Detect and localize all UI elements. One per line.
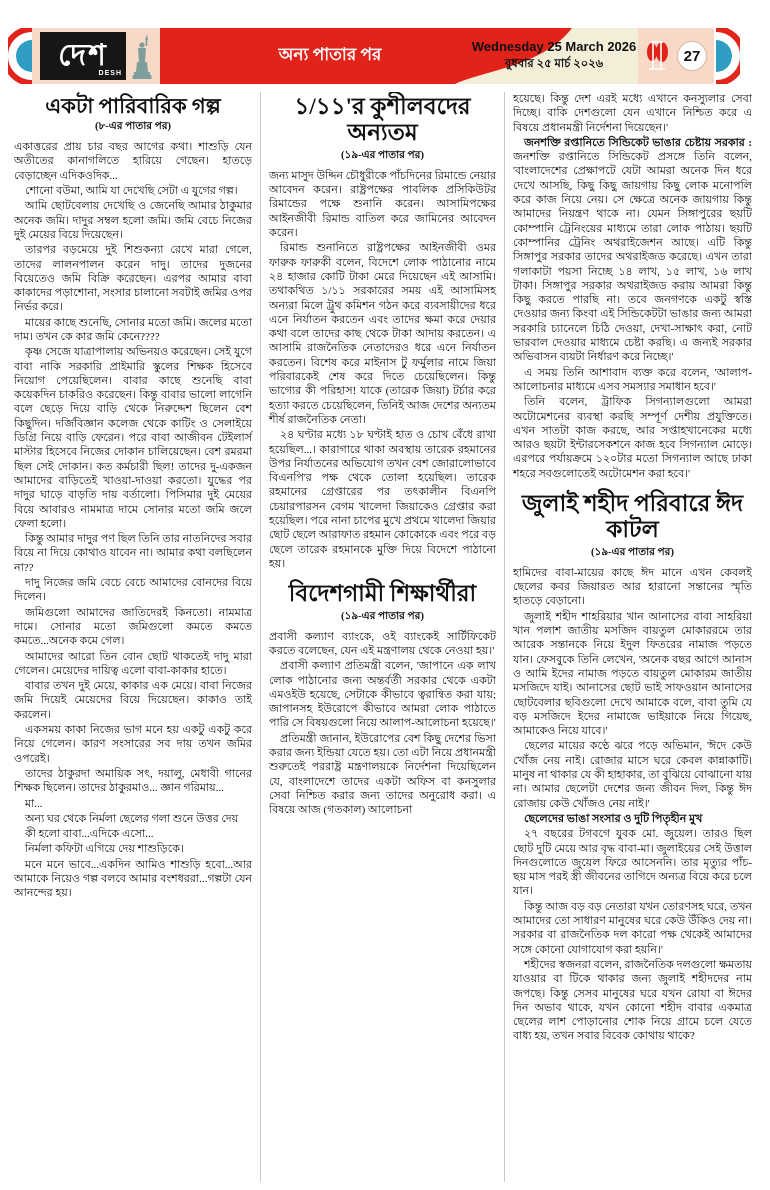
article-body xyxy=(513,92,752,481)
paragraph: হয়েছে। কিন্তু দেশ এরই মধ্যে এখানে কনস্যুলার সেবা দিচ্ছে। বাকি দেশগুলো যেন এখানে নিশ্চিত করে এ বিষয়ে প্রধানমন্ত্রী নির্দেশনা দিয়েছেন।' xyxy=(513,93,752,134)
paragraph: মায়ের কাছে শুনেছি, সোনার মতো জমি। জলের মতো দাম। তখন কে কার জমি কেনে???? xyxy=(14,316,252,343)
right-arc-decoration xyxy=(714,28,740,84)
continuation-note: (১৯-এর পাতার পর) xyxy=(341,149,424,161)
paragraph: একাত্তরের প্রায় চার বছর আগের কথা। শাশুড়ি যেন অতীতের কানাগলিতে হারিয়ে গেছেন। হাতড়ে বেড়াচ্ছেন এদিকওদিক... xyxy=(14,141,252,182)
statue-of-liberty-icon xyxy=(132,32,154,80)
paragraph: বাবার তখন দুই মেয়ে, কাকার এক মেয়ে। বাবা নিজের জমি দিয়েই মেয়েদের বিয়ে দিয়েছেন। কাকাও তাই করলেন। xyxy=(14,680,252,721)
column-left xyxy=(14,92,260,1182)
paragraph: আমি ছোটবেলায় দেখেছি ও জেনেছি আমার ঠাকুমার অনেক জমি। দাদুর সম্বল হলো জমি। জমি বেচে নিজের দুই মেয়ের বিয়ে দিয়েছেন। xyxy=(14,200,252,241)
article-july-martyrs xyxy=(513,491,752,1044)
paragraph: দাদু নিজের জমি বেচে বেচে আমাদের বোনদের বিয়ে দিলেন। xyxy=(14,577,252,604)
paragraph: অন্য ঘর থেকে নির্মলা ছেলের গলা শুনে উত্তর দেয় xyxy=(25,812,239,825)
article-body xyxy=(513,566,752,1044)
logo-bangla-text: দেশ xyxy=(58,39,108,72)
paragraph: কিন্তু আজ বড় বড় নেতারা যখন তোরণসহ ঘরে, তখন আমাদের তো সাধারণ মানুষের ঘরে কেউ উঁকিও দেয় না। সরকার বা রাজনৈতিক দল কারো পক্ষ থেকেই আমাদের সঙ্গে কোনো যোগাযোগ করা হয়নি।' xyxy=(513,900,752,956)
left-arc-decoration xyxy=(8,28,34,84)
paragraph: কী হলো বাবা...এদিকে এসো... xyxy=(25,828,154,841)
paragraph: প্রবাসী কল্যাণ প্রতিমন্ত্রী বলেন, 'জাপানে এক লাখ লোক পাঠানোর জন্য অন্তর্বর্তী সরকার থেকে একটা এমওইউ হয়েছে, সেটাকে কীভাবে ত্বরান্বিত করা যায়; জাপানসহ ইউরোপে কীভাবে আমরা লোক পাঠাতে পারি সে বিষয়গুলো নিয়ে আলাপ-আলোচনা হয়েছে।' xyxy=(269,660,496,730)
article-title: বিদেশগামী শিক্ষার্থীরা xyxy=(288,581,477,607)
paragraph: রিমান্ড শুনানিতে রাষ্ট্রপক্ষের আইনজীবী ওমর ফারুক ফারুকী বলেন, বিদেশে লোক পাঠানোর নামে ২৪ হাজার কোটি টাকা মেরে দিয়েছেন এই আসামি। তথাকথিত ১/১১ সরকারের সময় এই আসামিসহ অন্যরা মিলে ট্রুথ কমিশন গঠন করে ব্যবসায়ীদের ধরে এনে নির্যাতন করতেন এবং তাদের ক্ষমা করে দেয়ার কথা বলে তাদের কাছ থেকে টাকা আদায় করতেন। এ আসামি রাজনৈতিক নেতাদেরও ধরে এনে নির্যাতন করতেন। বিশেষ করে মাইনাস টু ফর্মুলার নামে জিয়া পরিবারকেই শেষ করে দিতে চেয়েছিলেন। কিন্তু ভাগ্যের কী পরিহাস! যাকে (তারেক জিয়া) টর্চার করে হত্যা করতে চেয়েছিলেন, তিনিই আজ দেশের অন্যতম শীর্ষ রাজনৈতিক নেতা। xyxy=(269,242,496,426)
article-body xyxy=(269,630,496,818)
paragraph: প্রতিমন্ত্রী জানান, ইউরোপের বেশ কিছু দেশের ভিসা করার জন্য ইন্ডিয়া যেতে হয়। তো এটা নিয়ে প্রধানমন্ত্রী শুরুতেই পররাষ্ট্র মন্ত্রণালয়কে নির্দেশনা দিয়েছিলেন যে, বাংলাদেশে তাদের একটা অফিস বা কনসুলার সেবা নিশ্চিত করার জন্য তাদের অনুরোধ করা। এ বিষয়ে আজ (গতকাল) আলোচনা xyxy=(269,732,496,817)
page-columns xyxy=(14,92,756,1182)
paragraph: শোনো বউমা, আমি যা দেখেছি সেটা এ যুগের গল্প। xyxy=(25,185,238,198)
article-title: একটা পারিবারিক গল্প xyxy=(45,94,221,118)
article-body xyxy=(14,140,252,900)
newspaper-logo xyxy=(40,32,126,80)
paragraph: ছেলেদের ভাঙা সংসার ও দুটি পিতৃহীন মুখ xyxy=(524,812,703,825)
page-number: 27 xyxy=(677,41,707,71)
date-block xyxy=(463,28,645,84)
logo-latin-text: DESH xyxy=(98,70,122,77)
article-title: জুলাই শহীদ পরিবারে ঈদ কাটল xyxy=(521,491,744,543)
article-title: ১/১১'র কুশীলবদের অন্যতম xyxy=(294,94,471,146)
article-students-abroad xyxy=(269,581,496,817)
date-bangla: বুধবার ২৫ মার্চ ২০২৬ xyxy=(504,57,604,70)
paragraph: কিন্তু আমার দাদুর পণ ছিল তিনি তার নাতনিদের সবার বিয়ে না দিয়ে কোথাও যাবেন না। আমার কথা বলছিলেন না?? xyxy=(14,533,252,574)
paragraph: জনশক্তি রপ্তানিতে সিন্ডিকেট ভাঙার চেষ্টায় সরকার : জনশক্তি রপ্তানিতে সিন্ডিকেট প্রসঙ্গে তিনি বলেন, 'বাংলাদেশের প্রেক্ষাপটে যেটা আমরা অনেক দিন ধরে দেখে আসছি, কিছু কিছু জায়গায় কিছু লোক মনোপলি করে কাজ নিয়ে নেয়। সে ক্ষেত্রে অনেক জায়গায় কিন্তু আমাদের নিয়ন্ত্রণ থাকে না। যেমন সিঙ্গাপুরের ছয়টি কোম্পানি ট্রেনিংয়ের মাধ্যমে তারা লোক পাঠায়। ছয়টি কোম্পানির ট্রেনিং অথরাইজেশন আছে। এটি কিন্তু সিঙ্গাপুর সরকার তাদের অথরাইজড করেছে। এখন তারা গলাকাটা পয়সা নিচ্ছে ১৪ লাখ, ১৫ লাখ, ১৬ লাখ টাকা। সিঙ্গাপুর সরকার অথরাইজড করায় আমরা কিন্তু কিছু করতে পারছি না। তবে জনগণকে একটু স্বস্তি দেওয়ার জন্য কিংবা এই সিন্ডিকেটটা ভাঙার জন্য আমরা সরকারি চ্যানেলে চিঠি দেওয়া, দেখা-সাক্ষাৎ করা, নোট ভারবাল দেওয়ার মাধ্যমে চেষ্টা করছি। এ জন্যই সরকার অভিবাসন ব্যয়টা নির্ধারণ করে নিচ্ছে।' xyxy=(513,136,752,364)
masthead xyxy=(8,28,762,84)
paragraph: মনে মনে ভাবে...একদিন আমিও শাশুড়ি হবো...আর আমাকে নিয়েও গল্প বলবে আমার বংশধররা...গল্পটা যেন আনন্দের হয়। xyxy=(14,858,252,900)
paragraph: জুলাই শহীদ শাহরিয়ার খান আনাসের বাবা সাহরিয়া খান পলাশ জাতীয় মসজিদ বায়তুল মোকাররমে তার আরেক সন্তানকে নিয়ে ইদুল ফিতরের নামাজ পড়তে যান। ফেসবুকে তিনি লেখেন, 'অনেক বছর আগে আনাস ও আমি ইদের নামাজ পড়তে বায়তুল মোকারম জাতীয় মসজিদে যাই। আনাসের ছোট ভাই সাফওয়ান আনাসের ছোটবেলার ছবিগুলো দেখে আমাকে বলে, বাবা তুমি যে বড় মসজিদে ইদের নামাজে ভাইয়াকে নিয়ে গিয়েছ, আমাকেও নিয়ে যাবে।' xyxy=(513,610,752,738)
paragraph: এ সময় তিনি আশাবাদ ব্যক্ত করে বলেন, 'আলাপ-আলোচনার মাধ্যমে এসব সমস্যার সমাধান হবে।' xyxy=(513,366,752,393)
paragraph: নির্মলা কফিটা এগিয়ে দেয় শাশুড়িকে। xyxy=(25,843,184,856)
masthead-emblem-icon xyxy=(645,39,671,73)
masthead-right-panel xyxy=(638,28,714,84)
paragraph: তাদের ঠাকুরদা অমায়িক সৎ, দয়ালু, মেধাবী গানের শিক্ষক ছিলেন। তাদের ঠাকুরমাও... জ্ঞান গরিমায়... xyxy=(14,767,252,795)
article-family-story xyxy=(14,94,252,901)
paragraph: তিনি বলেন, ট্রাফিক সিগন্যালগুলো আমরা অটোমেশনের ব্যবস্থা করছি সম্পূর্ণ দেশীয় প্রযুক্তিতে। এখন সাতটা কাজ করছে, আর সপ্তাহখানেকের মধ্যে আরও ছয়টা ইন্টারসেকশনে কাজ হবে সিগন্যাল মোড়ে। এরপরে পর্যায়ক্রমে ১২০টার মতো সিগন্যাল আছে ঢাকা শহরে সবগুলোতেই অটোমেশন করা হবে।' xyxy=(513,396,752,480)
paragraph: ২৪ ঘণ্টার মধ্যে ১৮ ঘণ্টাই হাত ও চোখ বেঁধে রাখা হয়েছিল...। কারাগারে থাকা অবস্থায় তারেক রহমানের উপর নির্যাতনের অভিযোগ তখন বেশ জোরালোভাবে বিএনপি'র পক্ষ থেকে তোলা হয়েছিল। তারেক রহমানের গ্রেপ্তারের পর তৎকালীন বিএনপি চেয়ারপারসন বেগম খালেদা জিয়াকেও গ্রেপ্তার করা হয়েছিল। পরে নানা চাপের মুখে প্রথমে খালেদা জিয়ার ছোট ছেলে আরাফাত রহমান কোকোকে এবং পরে বড় ছেলে তারেক রহমানকে মুক্তি দিয়ে বিদেশে পাঠানো হয়। xyxy=(269,429,496,570)
paragraph: জমিগুলো আমাদের জাতিদেরই কিনতো। নামমাত্র দামে। সোনার মতো জমিগুলো কমতে কমতে কমতে...অনেক কমে গেল। xyxy=(14,606,252,648)
article-body xyxy=(269,169,496,571)
article-one-eleven xyxy=(269,94,496,571)
paragraph: মা... xyxy=(25,797,43,810)
banner-label: অন্য পাতার পর xyxy=(278,45,382,64)
paragraph: একসময় কাকা নিজের ভাগ মনে হয় একটু একটু করে নিয়ে গেলেন। কারণ সংসারের সব দায় তখন জমির ওপরেই। xyxy=(14,724,252,765)
paragraph: প্রবাসী কল্যাণ ব্যাংকে, ওই ব্যাংকেই সার্টিফিকেট করতে বলেছেন, যেন এই মন্ত্রণালয় থেকে নেওয়া হয়।' xyxy=(269,630,496,657)
paragraph: জন্য মাসুদ উদ্দিন চৌধুরীকে পাঁচদিনের রিমান্ডে নেয়ার আবেদন করেন। রাষ্ট্রপক্ষের পাবলিক প্রসিকিউটর রিমান্ডের পক্ষে শুনানি করেন। আসামিপক্ষের আইনজীবী রিমান্ড বাতিল করে জামিনের আবেদন করেন। xyxy=(269,169,496,240)
continuation-note: (১৯-এর পাতার পর) xyxy=(591,546,674,558)
continuation-note: (৮-এর পাতার পর) xyxy=(94,121,172,133)
continuation-note: (১৯-এর পাতার পর) xyxy=(341,610,424,622)
paragraph: আমাদের আরো তিন বোন ছোট থাকতেই দাদু মারা গেলেন। মেয়েদের দায়িত্ব এলো বাবা-কাকার হাতে। xyxy=(14,650,252,677)
date-english: Wednesday 25 March 2026 xyxy=(471,38,637,54)
paragraph: হামিদের বাবা-মায়ের কাছে ঈদ মানে এখন কেবলই ছেলের কবর জিয়ারত আর হারানো সন্তানের স্মৃতি হাতড়ে বেড়ানো। xyxy=(513,566,752,608)
masthead-left-panel xyxy=(32,28,160,84)
paragraph: ২৭ বছরের টগবগে যুবক মো. জুয়েল। তারও ছিল ছোট দুটি মেয়ে আর বৃদ্ধ বাবা-মা। জুলাইয়ের সেই উত্তাল দিনগুলোতে জুয়েল ফিরে আসেননি। তার মৃত্যুর পাঁচ-ছয় মাস পরই স্ত্রী জীবনের তাগিদে অন্যত্র বিয়ে করে চলে যান। xyxy=(513,828,752,898)
article-manpower-continuation xyxy=(513,92,752,481)
paragraph: ছেলের মায়ের কণ্ঠে ঝরে পড়ে অভিমান, 'ঈদে কেউ খোঁজ নেয় নাই। রোজার মাসে ঘরে কেবল কান্নাকাটি। মানুষ না থাকার যে কী হাহাকার, তা বুঝিয়ে বোঝানো যায় না। আমার ছেলেটা দেশের জন্য জীবন দিল, কিন্তু ঈদ রোজায় কেউ খোঁজও নেয় নাই।' xyxy=(513,740,752,810)
column-middle xyxy=(260,92,504,1182)
paragraph: কৃষ্ণ সেজে যাত্রাপালায় অভিনয়ও করেছেন। সেই যুগে বাবা নাকি সরকারি প্রাইমারি স্কুলের শিক্ষক হিসেবে নিয়োগ পেয়েছিলেন। বাবার কাছে শুনেছি বাবা কয়েকদিন চাকরিও করেছেন। কিন্তু বাবার ভালো লাগেনি বলে ছেড়ে দিয়ে বাড়ি থেকে নিরুদ্দেশ ছিলেন বেশ কিছুদিন। দর্জিবিজ্ঞান কলেজ থেকে কাটিং ও সেলাইয়ে ডিগ্রি নিয়ে বাড়ি ফেরেন। পরে বাবা আজীবন টেইলার্স মাস্টার হিসেবে নিজের দোকান চালিয়েছেন। বেশ রমরমা ছিল সেই দোকান। কত কর্মচারী ছিল! তাদের দু-একজন আমাদের বাড়িতেই খাওয়া-দাওয়া করতো। যুদ্ধের পর দাদুর ঘাড়ে বাড়তি দায় বর্তালো। পিসিমার দুই মেয়ের বিয়ে আবারও নামমাত্র দামে সোনার মতো জমি জলে ফেলা হলো। xyxy=(14,346,252,530)
paragraph: শহীদের স্বজনরা বলেন, রাজনৈতিক দলগুলো ক্ষমতায় যাওয়ার বা টিকে থাকার জন্য জুলাই শহীদদের নাম জপছে। কিন্তু সেসব মানুষের ঘরে যখন রোযা বা ঈদের দিন অভাব থাকে, যখন কোনো শহীদ বাবার একমাত্র ছেলের লাশ পোড়ানোর শোক নিয়ে গ্রামে চলে যেতে বাধ্য হয়, তখন সবার বিবেক কোথায় থাকে? xyxy=(513,958,752,1043)
paragraph: তারপর বড়মেয়ে দুই শিশুকন্যা রেখে মারা গেলে, তাদের লালনপালন করেন দাদু। তাদের দুজনের বিয়েতেও জমি বিক্রি করেছেন। এরপর আমার বাবা কাকাদের পড়াশোনা, সংসার চালানো সবটাই জমির ওপর নির্ভর করে। xyxy=(14,244,252,314)
column-right xyxy=(504,92,752,1182)
